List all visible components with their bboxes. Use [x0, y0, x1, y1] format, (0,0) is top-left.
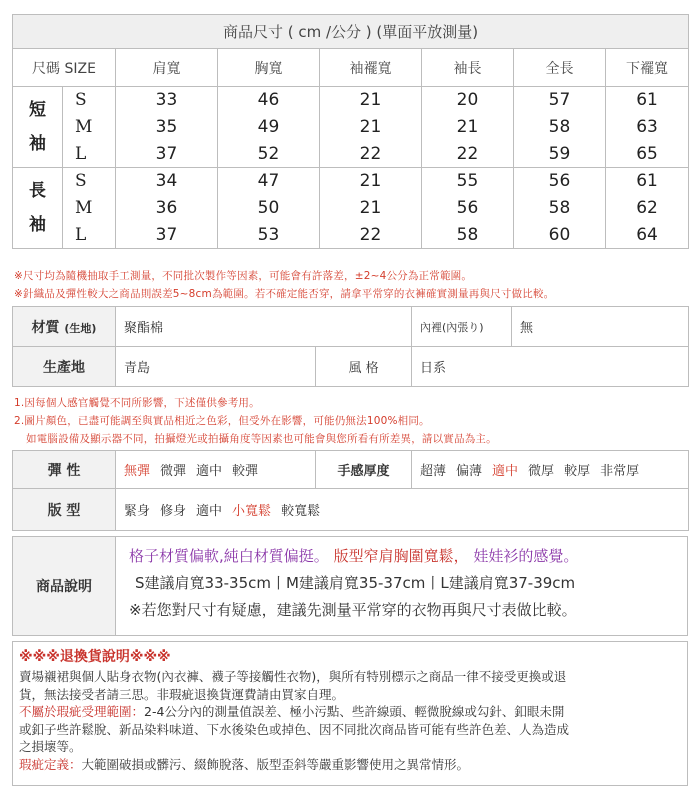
table-row [13, 141, 689, 168]
returns-line: 或釦子些許鬆脫、新品染料味道、下水後染色或掉色、因不同批次商品皆可能有些許色差、人為造成 [19, 721, 570, 737]
table-cell: 21 [320, 114, 422, 141]
thickness-option: 較厚 [564, 464, 591, 479]
size-letter: S [63, 168, 116, 195]
size-note-1: ※尺寸均為隨機抽取手工測量，不同批次製作等因素，可能會有許落差，±2~4公分為正常範圍。 [14, 270, 473, 282]
table-cell: 21 [320, 168, 422, 195]
table-cell: 36 [116, 195, 218, 222]
elasticity-option: 適中 [196, 464, 223, 479]
table-cell: 46 [218, 87, 320, 114]
col-header: 袖長 [422, 49, 514, 87]
returns-title: ※※※退換貨說明※※※ [19, 649, 171, 665]
table-cell: 35 [116, 114, 218, 141]
table-cell: 34 [116, 168, 218, 195]
material-table [12, 306, 689, 387]
returns-defect-label: 瑕疵定義： [19, 756, 82, 772]
origin-label: 生產地 [13, 347, 116, 387]
thickness-option: 微厚 [528, 464, 555, 479]
elasticity-option: 無彈 [124, 464, 151, 479]
table-row [13, 222, 689, 249]
description-line-2: S建議肩寬33-35cm丨M建議肩寬35-37cm丨L建議肩寬37-39cm [135, 574, 576, 592]
returns-line: 賣場襯裙與個人貼身衣物(內衣褲、襪子等接觸性衣物)，與所有特別標示之商品一律不接受更換或退 [19, 669, 567, 684]
material-value: 聚酯棉 [116, 307, 412, 347]
elasticity-option: 微彈 [160, 464, 187, 479]
table-cell: 58 [514, 114, 606, 141]
thickness-options [412, 451, 689, 489]
table-cell: 53 [218, 222, 320, 249]
size-letter: M [63, 195, 116, 222]
table-cell: 21 [422, 114, 514, 141]
table-cell: 22 [320, 141, 422, 168]
thickness-label: 手感厚度 [316, 451, 412, 489]
lining-label: 內裡(內張り) [412, 307, 512, 347]
table-cell: 63 [606, 114, 689, 141]
table-row [13, 168, 689, 195]
col-header: 下襬寬 [606, 49, 689, 87]
thickness-option: 非常厚 [600, 464, 640, 479]
table-cell: 60 [514, 222, 606, 249]
thickness-option: 超薄 [420, 464, 447, 479]
style-label: 風 格 [316, 347, 412, 387]
group-label-text: 長袖 [29, 181, 46, 235]
table-row [13, 195, 689, 222]
color-note-3: 如電腦設備及顯示器不同，拍攝燈光或拍攝角度等因素也可能會與您所看有所差異，請以實品為主。 [26, 433, 497, 445]
table-cell: 59 [514, 141, 606, 168]
returns-defect-line [19, 756, 681, 774]
returns-scope-label: 不屬於瑕疵受理範圍： [19, 704, 145, 720]
returns-scope-line [19, 703, 681, 721]
col-header: 胸寬 [218, 49, 320, 87]
table-cell: 65 [606, 141, 689, 168]
size-letter: L [63, 222, 116, 249]
table-cell: 22 [422, 141, 514, 168]
returns-scope-text: 2-4公分內的測量值誤差、極小污點、些許線頭、輕微脫線或勾針、釦眼未開 [144, 704, 565, 720]
col-header: 全長 [514, 49, 606, 87]
size-letter: S [63, 87, 116, 114]
size-table [12, 14, 689, 249]
thickness-option: 偏薄 [456, 464, 483, 479]
lining-value: 無 [512, 307, 689, 347]
elasticity-label: 彈 性 [13, 451, 116, 489]
table-cell: 52 [218, 141, 320, 168]
returns-defect-text: 大範圍破損或髒污、綴飾脫落、版型歪斜等嚴重影響使用之異常情形。 [81, 756, 470, 772]
returns-box [12, 641, 688, 786]
size-letter: L [63, 141, 116, 168]
table-cell: 57 [514, 87, 606, 114]
table-row [13, 87, 689, 114]
thickness-option: 適中 [492, 464, 519, 479]
size-note-2: ※針織品及彈性較大之商品則誤差5~8cm為範圍。若不確定能否穿，請拿平常穿的衣褲確實測量再與尺寸做比較。 [14, 288, 555, 300]
table-cell: 47 [218, 168, 320, 195]
group-label-long [13, 168, 63, 249]
table-cell: 49 [218, 114, 320, 141]
group-label-text: 短袖 [29, 100, 46, 154]
description-line-1 [129, 543, 578, 570]
table-cell: 50 [218, 195, 320, 222]
size-letter: M [63, 114, 116, 141]
attributes-table [12, 450, 689, 531]
material-label-small: (生地) [64, 321, 97, 335]
size-header: 尺碼 SIZE [13, 49, 116, 87]
description-label: 商品說明 [13, 537, 116, 635]
table-cell: 21 [320, 195, 422, 222]
fit-label: 版 型 [13, 489, 116, 531]
description-feel: 娃娃衫的感覺。 [473, 547, 579, 565]
returns-line: 之損壞等。 [19, 739, 82, 755]
table-cell: 61 [606, 87, 689, 114]
material-label [13, 307, 116, 347]
fit-option: 適中 [196, 504, 223, 519]
description-box [12, 536, 688, 636]
table-cell: 33 [116, 87, 218, 114]
table-cell: 58 [422, 222, 514, 249]
table-cell: 55 [422, 168, 514, 195]
fit-option: 較寬鬆 [281, 504, 321, 519]
table-cell: 61 [606, 168, 689, 195]
description-material: 格子材質偏軟,純白材質偏挺。 [129, 547, 329, 565]
elasticity-option: 較彈 [232, 464, 259, 479]
elasticity-options [116, 451, 316, 489]
description-line-3: ※若您對尺寸有疑慮，建議先測量平常穿的衣物再與尺寸表做比較。 [129, 601, 577, 619]
style-value: 日系 [412, 347, 689, 387]
table-cell: 56 [422, 195, 514, 222]
table-row [13, 114, 689, 141]
col-header: 袖襬寬 [320, 49, 422, 87]
fit-option: 緊身 [124, 504, 151, 519]
table-cell: 20 [422, 87, 514, 114]
description-lines [129, 543, 578, 624]
table-cell: 58 [514, 195, 606, 222]
table-cell: 64 [606, 222, 689, 249]
group-label-short [13, 87, 63, 168]
table-cell: 56 [514, 168, 606, 195]
fit-options [116, 489, 689, 531]
table-cell: 37 [116, 141, 218, 168]
size-table-title: 商品尺寸 ( cm /公分 ) (單面平放測量) [13, 15, 689, 49]
table-cell: 62 [606, 195, 689, 222]
table-cell: 21 [320, 87, 422, 114]
table-cell: 22 [320, 222, 422, 249]
fit-option: 修身 [160, 504, 187, 519]
fit-option: 小寬鬆 [232, 504, 272, 519]
col-header: 肩寬 [116, 49, 218, 87]
material-label-text: 材質 [31, 319, 60, 336]
description-fit: 版型窄肩胸圍寬鬆， [333, 547, 469, 565]
color-note-1: 1.因每個人感官觸覺不同所影響，下述僅供參考用。 [14, 397, 260, 409]
table-cell: 37 [116, 222, 218, 249]
color-note-2: 2.圖片顏色，已盡可能調至與實品相近之色彩，但受外在影響，可能仍無法100%相同。 [14, 415, 430, 427]
size-table-header [13, 49, 689, 87]
origin-value: 青島 [116, 347, 316, 387]
returns-line: 貨，無法接受者請三思。非瑕疵退換貨運費請由買家自理。 [19, 686, 345, 702]
